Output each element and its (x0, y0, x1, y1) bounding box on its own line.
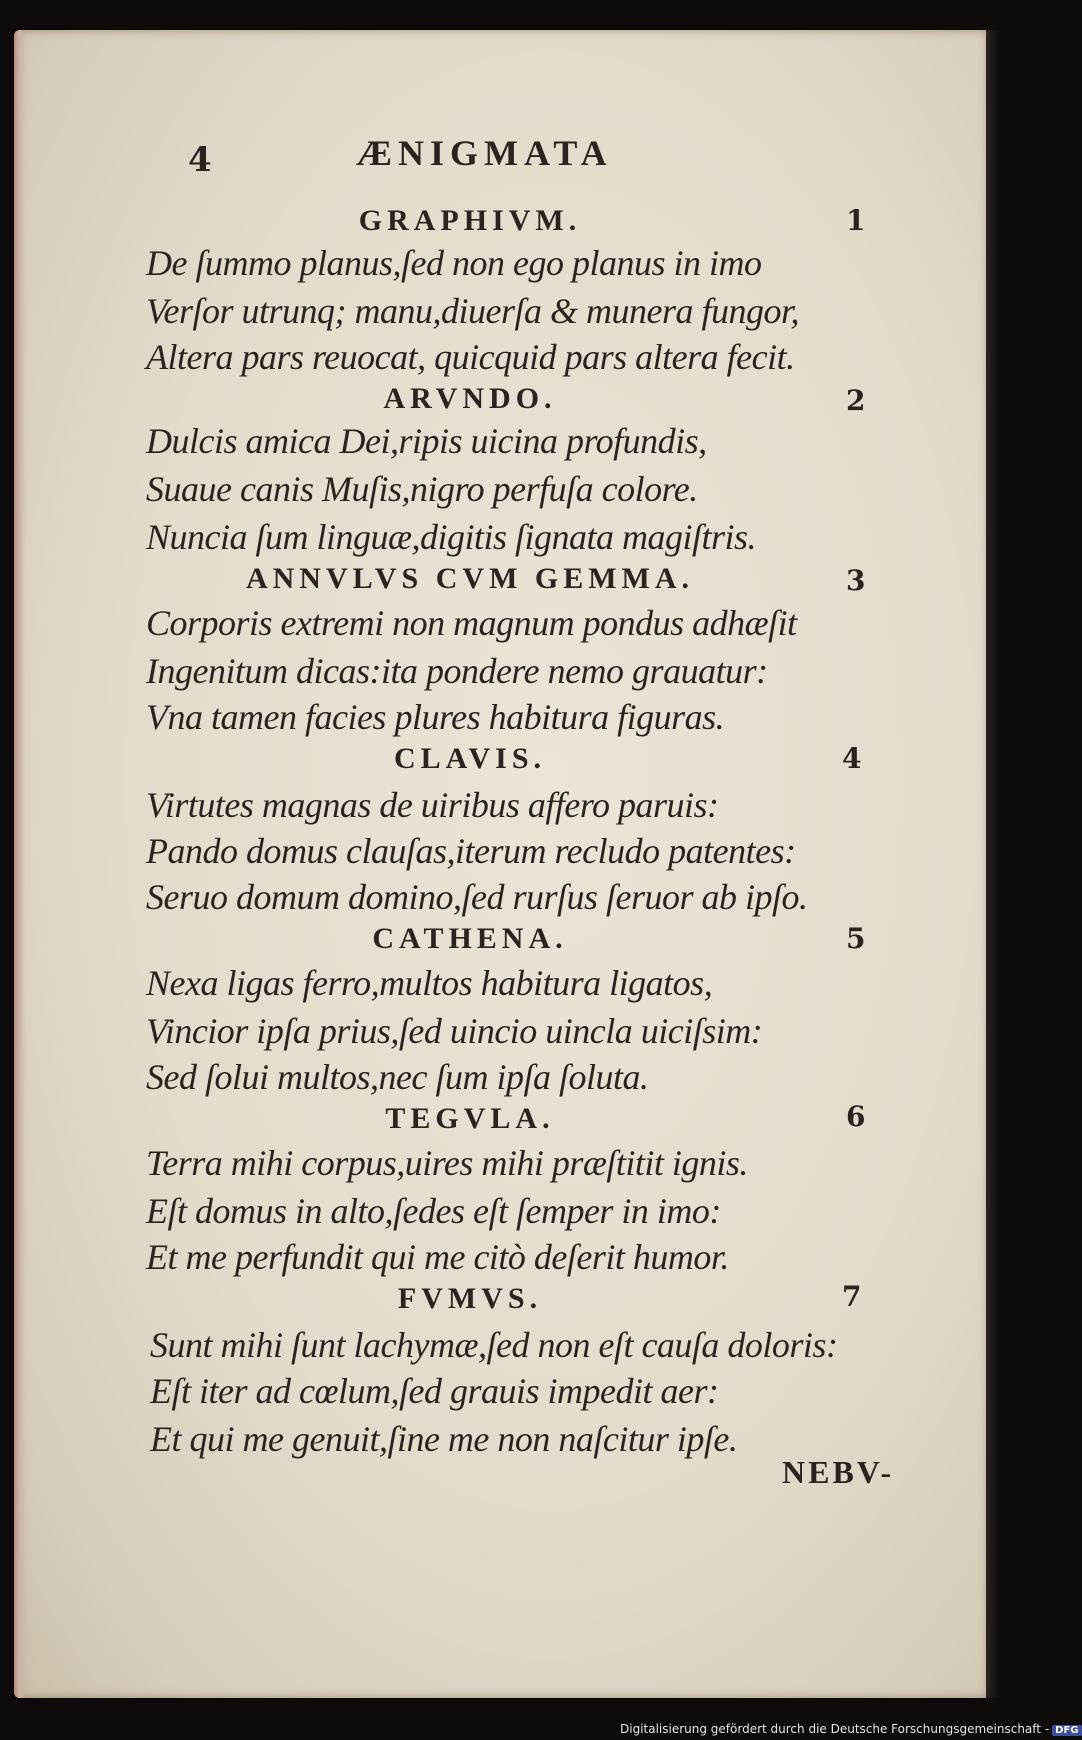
page-number: 4 (188, 140, 212, 180)
riddle-title: CLAVIS. (394, 742, 546, 775)
verse-line: Terra mihi corpus,uires mihi præſtitit ignis. (146, 1143, 748, 1183)
verse-line: Et qui me genuit,ſine me non naſcitur ipſe. (150, 1419, 738, 1459)
riddle-number: 5 (846, 922, 866, 955)
verse-line: Dulcis amica Dei,ripis uicina profundis, (146, 421, 707, 461)
riddle-number: 3 (846, 564, 866, 597)
verse-line: Seruo domum domino,ſed rurſus ſeruor ab ipſo. (146, 877, 808, 917)
riddle-number: 6 (846, 1100, 866, 1133)
verse-line: Suaue canis Muſis,nigro perfuſa colore. (146, 469, 698, 509)
riddle-number: 2 (846, 384, 866, 417)
verse-line: Vna tamen facies plures habitura figuras. (146, 697, 725, 737)
digitization-credit (620, 1722, 1082, 1736)
dfg-logo: DFG (1052, 1725, 1081, 1736)
verse-line: Ingenitum dicas:ita pondere nemo grauatur: (146, 651, 768, 691)
riddle-title: ARVNDO. (383, 382, 557, 415)
running-title: ÆNIGMATA (356, 133, 613, 173)
verse-line: Eſt domus in alto,ſedes eſt ſemper in imo: (146, 1191, 721, 1231)
verse-line: Verſor utrunq; manu,diuerſa & munera fungor, (146, 291, 799, 331)
verse-line: De ſummo planus,ſed non ego planus in imo (146, 243, 762, 283)
verse-line: Et me perfundit qui me citò deſerit humor. (146, 1237, 729, 1277)
credit-text: Digitalisierung gefördert durch die Deutsche Forschungsgemeinschaft - (620, 1722, 1050, 1736)
verse-line: Sunt mihi ſunt lachymæ,ſed non eſt cauſa doloris: (150, 1325, 838, 1365)
riddle-title: FVMVS. (397, 1282, 543, 1315)
verse-line: Pando domus clauſas,iterum recludo patentes: (146, 831, 796, 871)
verse-line: Eſt iter ad cœlum,ſed grauis impedit aer: (150, 1371, 719, 1411)
verse-line: Vincior ipſa prius,ſed uincio uincla uiciſsim: (146, 1011, 763, 1051)
verse-line: Virtutes magnas de uiribus affero paruis: (146, 785, 719, 825)
verse-line: Nexa ligas ferro,multos habitura ligatos, (146, 963, 713, 1003)
page-edge (14, 30, 24, 1698)
catchword: NEBV- (782, 1454, 895, 1490)
riddle-title: GRAPHIVM. (358, 204, 582, 237)
riddle-number: 1 (846, 204, 866, 237)
riddle-title: CATHENA. (372, 922, 568, 955)
verse-line: Altera pars reuocat, quicquid pars altera fecit. (146, 337, 795, 377)
riddle-number: 4 (842, 742, 862, 775)
riddle-title: TEGVLA. (385, 1102, 555, 1135)
verse-line: Nuncia ſum linguæ,digitis ſignata magiſtris. (146, 517, 757, 557)
verse-line: Corporis extremi non magnum pondus adhæſit (146, 603, 797, 643)
page-gutter-shadow (986, 30, 1000, 1698)
verse-line: Sed ſolui multos,nec ſum ipſa ſoluta. (146, 1057, 649, 1097)
riddle-title: ANNVLVS CVM GEMMA. (245, 562, 695, 595)
riddle-number: 7 (842, 1280, 862, 1313)
